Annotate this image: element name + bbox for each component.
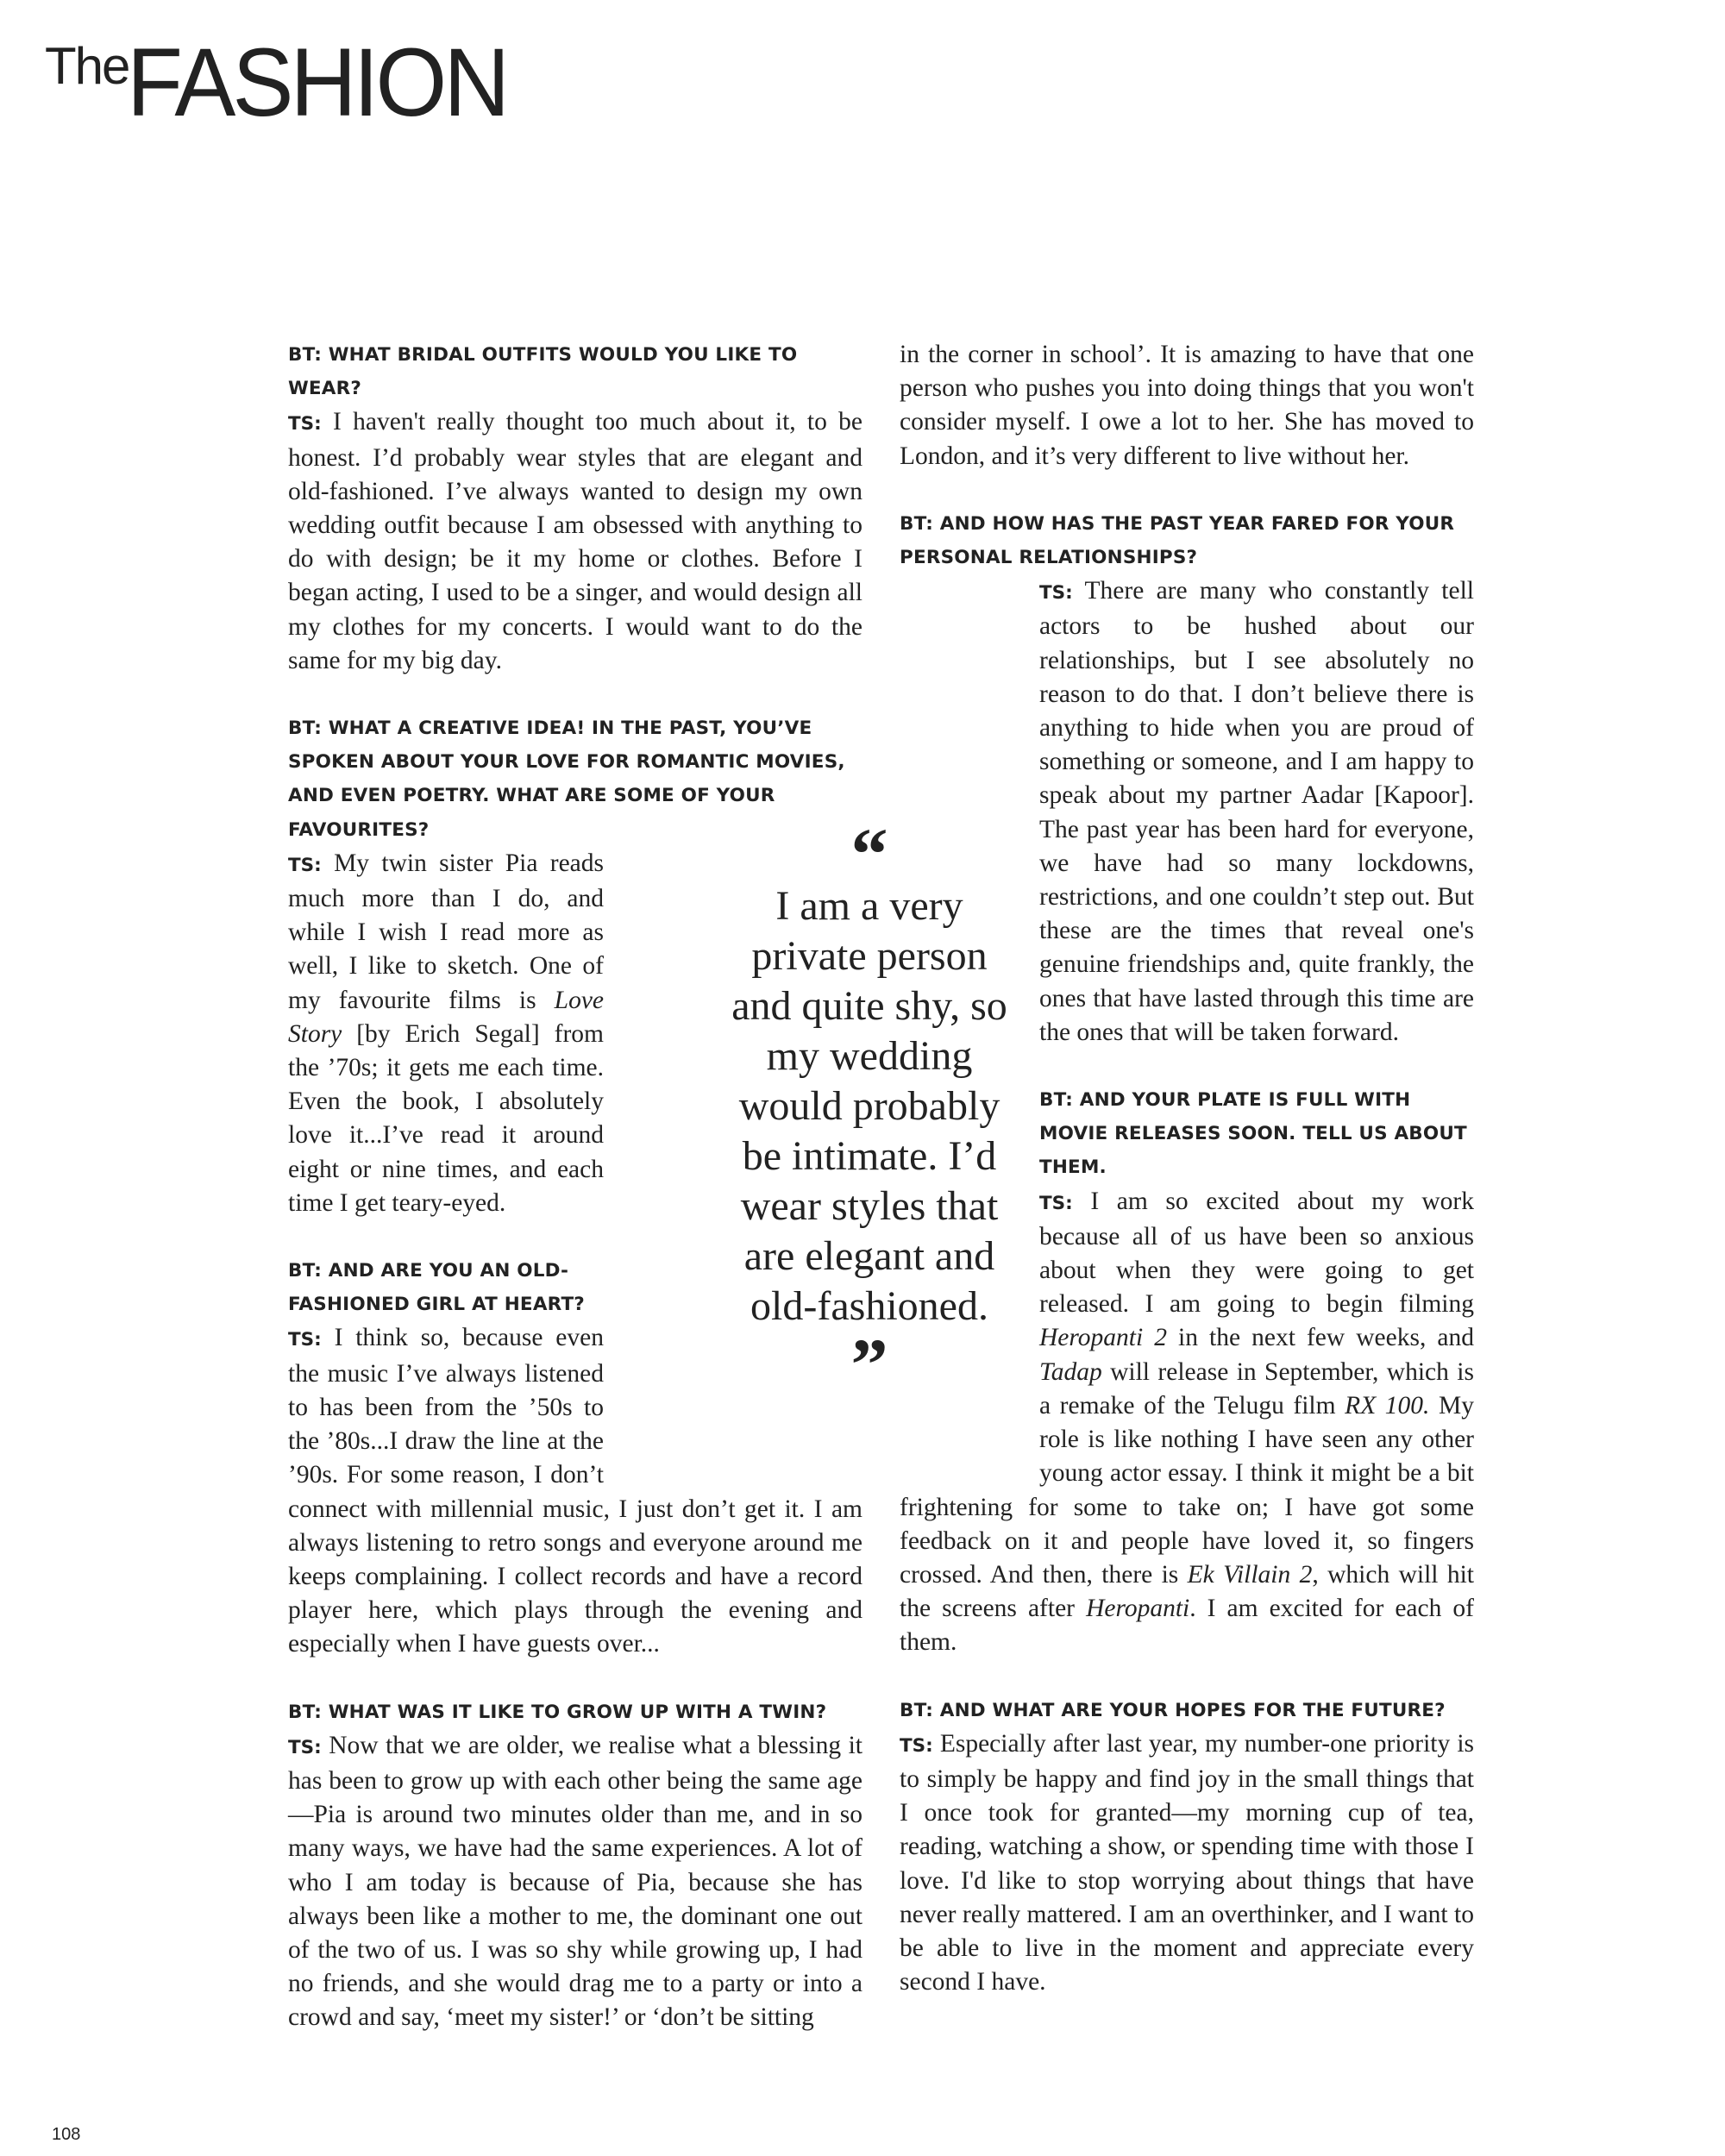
close-quote-mark: ” — [850, 1323, 888, 1406]
answer-twin: TS: Now that we are older, we realise what a blessing it has been to grow up with each other being the same age—Pia is around two minutes older than me, and in so many ways, we have had the same experiences. A lot of who I am today is because of Pia, because she has always been like a mother to me, the dominant one out of the two of us. I was so shy while growing up, I had no friends, and she would drag me to a party or into a crowd and say, ‘meet my sister!’ or ‘don’t be sitting — [288, 1731, 862, 2032]
question-favourites: BT: WHAT A CREATIVE IDEA! IN THE PAST, YOU’VE SPOKEN ABOUT YOUR LOVE FOR ROMANTIC MOVIES, AND EVEN POETRY. WHAT ARE SOME OF YOUR FAVOURITES? — [288, 718, 845, 841]
question-twin: BT: WHAT WAS IT LIKE TO GROW UP WITH A TWIN? — [288, 1701, 827, 1723]
film-title: Ek Villain 2 — [1187, 1560, 1313, 1589]
film-title: Tadap — [1039, 1357, 1102, 1386]
speaker-label: TS: — [288, 413, 322, 436]
masthead-fashion: FASHION — [127, 28, 507, 136]
film-title: Love Story — [288, 986, 604, 1048]
answer-text: I haven't really thought too much about it, to be honest. I’d probably wear styles that are elegant and old-fashioned. I’ve always wanted to design my own wedding outfit because I am obsessed with anything to do with design; be it my home or clothes. Before I began acting, I used to be a singer, and would design all my clothes for my concerts. I would want to do the same for my big day. — [288, 408, 862, 674]
answer-relationships: TS: There are many who constantly tell actors to be hushed about our relationships, but I see absolutely no reason to do that. I don’t believe there is anything to hide when you are proud of something or someone, and I am happy to speak about my partner Aadar [Kapoor]. The past year has been hard for everyone, we have had so many lockdowns, restrictions, and one couldn’t step out. But these are the times that reveal one's genuine friendships and, quite frankly, the ones that have lasted through this time are the ones that will be taken forward. — [1039, 577, 1474, 1046]
question-relationships: BT: AND HOW HAS THE PAST YEAR FARED FOR YOUR PERSONAL RELATIONSHIPS? — [900, 512, 1455, 569]
pull-quote-text: I am a very private person and quite shy, so my wedding would probably be intimate. I’d wear styles that are elegant and old-fashioned. — [731, 883, 1007, 1329]
answer-movie-releases: TS: I am so excited about my work because all of us have been so anxious about when they were going to get released. I am going to begin filming Heropanti 2 in the next few weeks, and Tadap will release in September, which is a remake of the Telugu film RX 100. My role is like nothing I have seen any other young actor essay. I think it might be a bit frightening for some to take on; I have got some feedback on it and people have loved it, so fingers crossed. And then, there is Ek Villain 2, which will hit the screens after Heropanti. I am excited for each of them. — [900, 1187, 1475, 1657]
answer-bridal-outfits — [288, 405, 862, 678]
speaker-label: TS: — [288, 854, 322, 876]
page-number: 108 — [52, 2125, 81, 2144]
question-movie-releases: BT: AND YOUR PLATE IS FULL WITH MOVIE RELEASES SOON. TELL US ABOUT THEM. — [1039, 1089, 1467, 1179]
speaker-label: TS: — [288, 1736, 322, 1758]
speaker-label: TS: — [288, 1329, 322, 1351]
question-old-fashioned: BT: AND ARE YOU AN OLD-FASHIONED GIRL AT HEART? — [288, 1260, 585, 1316]
answer-future: TS: Especially after last year, my number-one priority is to simply be happy and find joy in the small things that I once took for granted—my morning cup of tea, reading, watching a show, or spending time with those I love. I'd like to stop worrying about things that have never really mattered. I am an overthinker, and I want to be able to live in the moment and appreciate every second I have. — [900, 1729, 1474, 1996]
open-quote-mark: “ — [850, 812, 888, 895]
answer-favourites: TS: My twin sister Pia reads much more than I do, and while I wish I read more as well, I like to sketch. One of my favourite films is Love Story [by Erich Segal] from the ’70s; it gets me each time. Even the book, I absolutely love it...I’ve read it around eight or nine times, and each time I get teary-eyed. — [288, 849, 604, 1217]
pull-quote — [723, 812, 1016, 1406]
film-title: RX 100. — [1345, 1391, 1430, 1420]
answer-old-fashioned: TS: I think so, because even the music I’ve always listened to has been from the ’50s to the ’80s...I draw the line at the ’90s. For some reason, I don’t connect with millennial music, I just don’t get it. I am always listening to retro songs and everyone around me keeps complaining. I collect records and have a record player here, which plays through the evening and especially when I have guests over... — [288, 1324, 862, 1658]
film-title: Heropanti 2 — [1039, 1324, 1167, 1352]
question-bridal-outfits: BT: WHAT BRIDAL OUTFITS WOULD YOU LIKE TO WEAR? — [288, 344, 798, 400]
masthead-the: The — [45, 37, 129, 95]
speaker-label: TS: — [900, 1734, 933, 1757]
answer-twin-continued: in the corner in school’. It is amazing to have that one person who pushes you into doing things that you won't consider myself. I owe a lot to her. She has moved to London, and it’s very different to live without her. — [900, 341, 1474, 470]
speaker-label: TS: — [1039, 1192, 1073, 1214]
film-title: Heropanti — [1086, 1595, 1190, 1623]
question-future: BT: AND WHAT ARE YOUR HOPES FOR THE FUTURE? — [900, 1699, 1446, 1721]
speaker-label: TS: — [1039, 582, 1073, 605]
section-masthead — [45, 28, 527, 138]
